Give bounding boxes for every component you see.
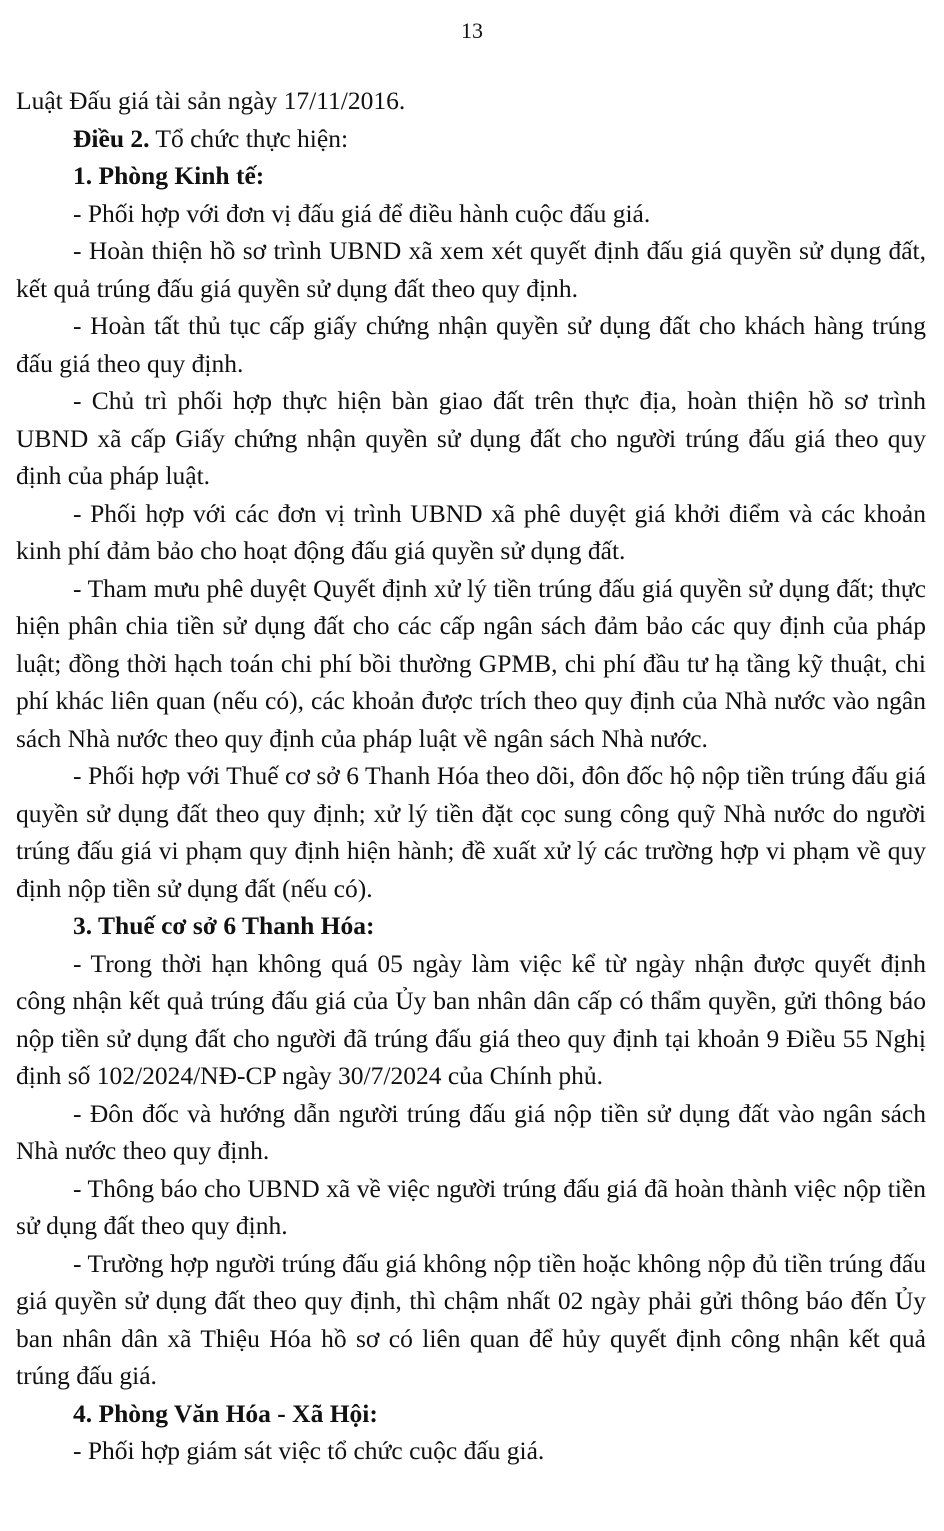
- section-1-item: - Chủ trì phối hợp thực hiện bàn giao đất trên thực địa, hoàn thiện hồ sơ trình UBND xã cấp Giấy chứng nhận quyền sử dụng đất cho người trúng đấu giá theo quy định của pháp luật.: [16, 386, 926, 490]
- article-2-title: Tổ chức thực hiện:: [149, 123, 349, 153]
- section-3-item: - Trong thời hạn không quá 05 ngày làm việc kể từ ngày nhận được quyết định công nhận kết quả trúng đấu giá của Ủy ban nhân dân cấp có thẩm quyền, gửi thông báo nộp tiền sử dụng đất cho người đã trúng đấu giá theo quy định tại khoản 9 Điều 55 Nghị định số 102/2024/NĐ-CP ngày 30/7/2024 của Chính phủ.: [16, 948, 926, 1090]
- section-3-item: - Trường hợp người trúng đấu giá không nộp tiền hoặc không nộp đủ tiền trúng đấu giá quyền sử dụng đất theo quy định, thì chậm nhất 02 ngày phải gửi thông báo đến Ủy ban nhân dân xã Thiệu Hóa hồ sơ có liên quan để hủy quyết định công nhận kết quả trúng đấu giá.: [16, 1248, 926, 1390]
- section-1-item: - Tham mưu phê duyệt Quyết định xử lý tiền trúng đấu giá quyền sử dụng đất; thực hiện phân chia tiền sử dụng đất cho các cấp ngân sách đảm bảo các quy định của pháp luật; đồng thời hạch toán chi phí bồi thường GPMB, chi phí đầu tư hạ tầng kỹ thuật, chi phí khác liên quan (nếu có), các khoản được trích theo quy định của Nhà nước vào ngân sách Nhà nước theo quy định của pháp luật về ngân sách Nhà nước.: [16, 573, 926, 753]
- section-3-item: - Đôn đốc và hướng dẫn người trúng đấu giá nộp tiền sử dụng đất vào ngân sách Nhà nước theo quy định.: [16, 1098, 926, 1165]
- law-reference-line: Luật Đấu giá tài sản ngày 17/11/2016.: [16, 86, 406, 115]
- section-1-item: - Phối hợp với Thuế cơ sở 6 Thanh Hóa theo dõi, đôn đốc hộ nộp tiền trúng đấu giá quyền sử dụng đất theo quy định; xử lý tiền đặt cọc sung công quỹ Nhà nước do người trúng đấu giá vi phạm quy định hiện hành; đề xuất xử lý các trường hợp vi phạm về quy định nộp tiền sử dụng đất (nếu có).: [16, 761, 926, 903]
- section-1-item: - Hoàn thiện hồ sơ trình UBND xã xem xét quyết định đấu giá quyền sử dụng đất, kết quả trúng đấu giá quyền sử dụng đất theo quy định.: [16, 236, 926, 303]
- section-4-heading: 4. Phòng Văn Hóa - Xã Hội:: [73, 1398, 378, 1428]
- section-1-item: - Hoàn tất thủ tục cấp giấy chứng nhận quyền sử dụng đất cho khách hàng trúng đấu giá theo quy định.: [16, 311, 926, 378]
- section-1-item: - Phối hợp với các đơn vị trình UBND xã phê duyệt giá khởi điểm và các khoản kinh phí đảm bảo cho hoạt động đấu giá quyền sử dụng đất.: [16, 498, 926, 565]
- document-body: [16, 82, 926, 1470]
- section-1-heading: 1. Phòng Kinh tế:: [73, 161, 265, 190]
- page-number: 13: [461, 18, 483, 43]
- article-2-label: Điều 2.: [73, 123, 150, 153]
- section-4-item: - Phối hợp giám sát việc tổ chức cuộc đấu giá.: [73, 1436, 545, 1465]
- section-3-item: - Thông báo cho UBND xã về việc người trúng đấu giá đã hoàn thành việc nộp tiền sử dụng đất theo quy định.: [16, 1173, 926, 1240]
- section-1-item: - Phối hợp với đơn vị đấu giá để điều hành cuộc đấu giá.: [73, 198, 651, 228]
- section-3-heading: 3. Thuế cơ sở 6 Thanh Hóa:: [73, 911, 375, 940]
- article-2-heading: [16, 120, 926, 158]
